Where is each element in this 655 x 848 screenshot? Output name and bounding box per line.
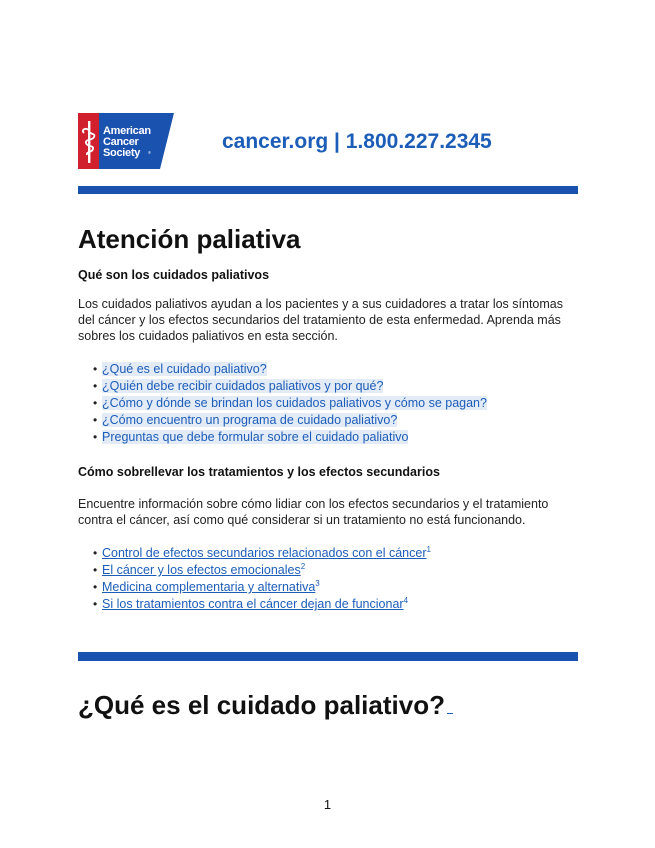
acs-logo-graphic bbox=[78, 113, 174, 169]
page-number: 1 bbox=[323, 797, 332, 812]
logo-word-3: Society bbox=[103, 147, 141, 159]
section-title-text: ¿Qué es el cuidado paliativo? bbox=[78, 690, 445, 720]
svg-text:®: ® bbox=[148, 150, 151, 155]
palliative-link-list bbox=[93, 361, 487, 446]
header-divider bbox=[78, 186, 578, 194]
footnote-ref: 2 bbox=[300, 561, 306, 571]
page-title: Atención paliativa bbox=[78, 224, 301, 254]
bullet: • bbox=[93, 597, 98, 611]
section-divider bbox=[78, 652, 578, 661]
section-title bbox=[78, 690, 453, 721]
contact-line: cancer.org | 1.800.227.2345 bbox=[222, 130, 492, 153]
link-encontrar-programa[interactable]: ¿Cómo encuentro un programa de cuidado paliativo? bbox=[102, 413, 398, 427]
link-quien-debe-recibir[interactable]: ¿Quién debe recibir cuidados paliativos y por qué? bbox=[102, 379, 384, 393]
american-cancer-society-logo[interactable] bbox=[78, 113, 174, 169]
list-item bbox=[93, 562, 431, 579]
footnote-ref: 1 bbox=[426, 544, 431, 554]
bullet: • bbox=[93, 379, 98, 393]
section-heading-coping: Cómo sobrellevar los tratamientos y los efectos secundarios bbox=[78, 465, 440, 479]
list-item bbox=[93, 412, 487, 429]
list-item bbox=[93, 596, 431, 613]
link-que-es-cuidado-paliativo[interactable]: ¿Qué es el cuidado paliativo? bbox=[102, 362, 267, 376]
list-item bbox=[93, 545, 431, 562]
section-heading-palliative: Qué son los cuidados paliativos bbox=[78, 268, 270, 282]
coping-intro-paragraph: Encuentre información sobre cómo lidiar con los efectos secundarios y el tratamiento contra el cáncer, así como qué considerar si un tratamiento no está funcionando. bbox=[78, 497, 549, 527]
bullet: • bbox=[93, 580, 98, 594]
link-medicina-complementaria[interactable]: Medicina complementaria y alternativa bbox=[102, 580, 316, 594]
link-preguntas[interactable]: Preguntas que debe formular sobre el cuidado paliativo bbox=[102, 430, 409, 444]
logo-word-2: Cancer bbox=[103, 136, 139, 148]
bullet: • bbox=[93, 413, 98, 427]
bullet: • bbox=[93, 546, 98, 560]
logo-word-1: American bbox=[103, 125, 151, 137]
list-item bbox=[93, 361, 487, 378]
list-item bbox=[93, 579, 431, 596]
coping-link-list bbox=[93, 545, 431, 613]
list-item bbox=[93, 378, 487, 395]
link-como-y-donde[interactable]: ¿Cómo y dónde se brindan los cuidados paliativos y cómo se pagan? bbox=[102, 396, 487, 410]
bullet: • bbox=[93, 563, 98, 577]
palliative-intro-paragraph: Los cuidados paliativos ayudan a los pacientes y a sus cuidadores a tratar los síntomas del cáncer y los efectos secundarios del tratamiento de esta enfermedad. Aprenda más sobres los cuidados paliativos en esta sección. bbox=[78, 297, 563, 343]
link-tratamientos-dejan-funcionar[interactable]: Si los tratamientos contra el cáncer dejan de funcionar bbox=[102, 597, 404, 611]
list-item bbox=[93, 395, 487, 412]
bullet: • bbox=[93, 362, 98, 376]
link-control-efectos[interactable]: Control de efectos secundarios relacionados con el cáncer bbox=[102, 546, 427, 560]
footnote-ref: 4 bbox=[403, 595, 409, 605]
list-item bbox=[93, 429, 487, 446]
bullet: • bbox=[93, 430, 98, 444]
footnote-ref: 3 bbox=[315, 578, 320, 588]
heading-anchor-mark bbox=[447, 713, 453, 714]
bullet: • bbox=[93, 396, 98, 410]
link-efectos-emocionales[interactable]: El cáncer y los efectos emocionales bbox=[102, 563, 301, 577]
